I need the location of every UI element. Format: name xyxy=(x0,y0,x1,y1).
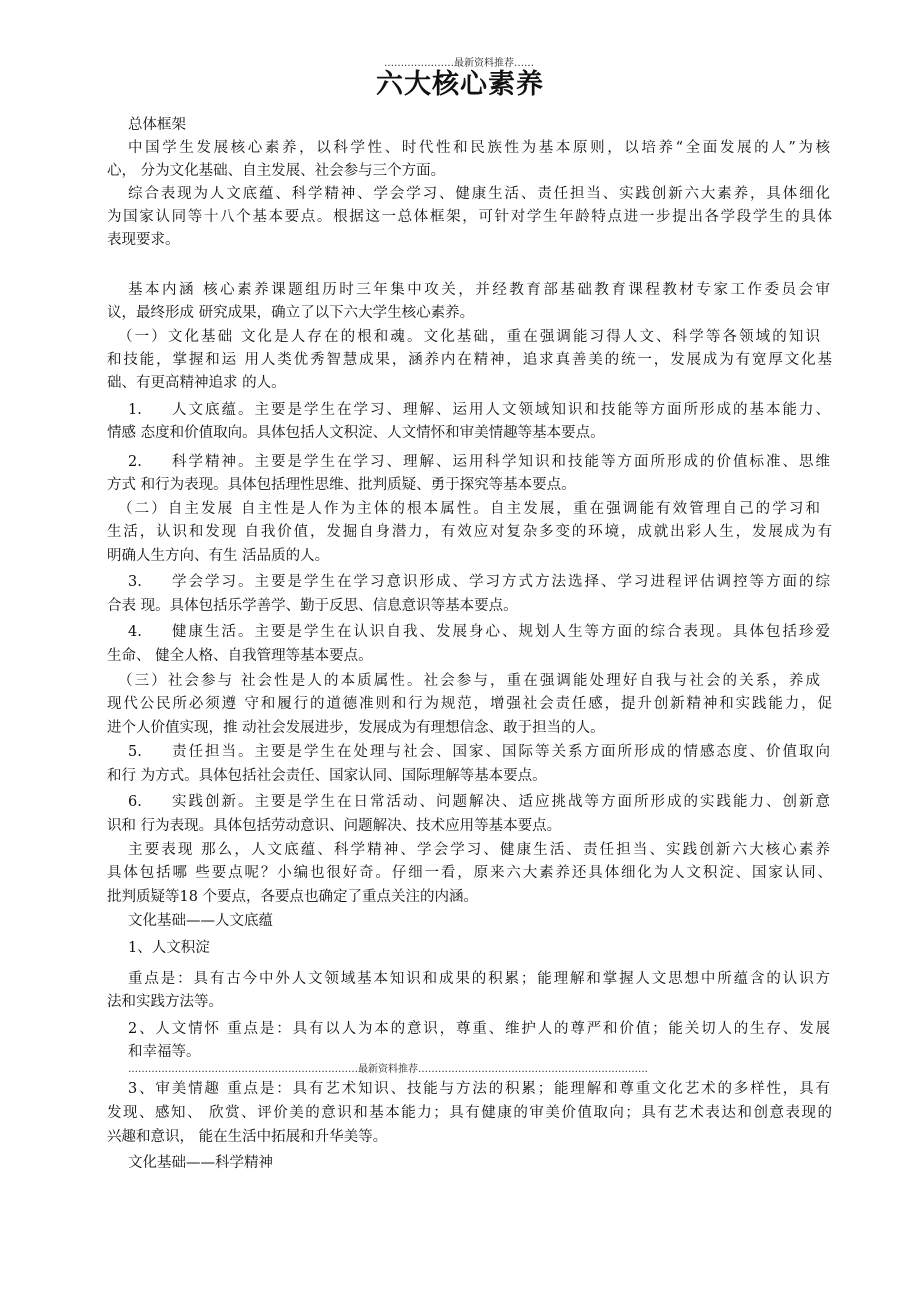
page-title: 六大核心素养 xyxy=(376,69,544,100)
text-line: 重点是：具有古今中外人文领域基本知识和成果的积累；能理解和掌握人文思想中所蕴含的认识方 xyxy=(128,971,830,987)
text-line: 心， 分为文化基础、自主发展、社会参与三个方面。 xyxy=(107,163,446,179)
text-line: 现代公民所必须遵 守和履行的道德准则和行为规范，增强社会责任感，提升创新精神和实践能力，促 xyxy=(107,696,832,712)
text-line: 基本内涵 核心素养课题组历时三年集中攻关，并经教育部基础教育课程教材专家工作委员会审 xyxy=(128,282,830,298)
text-line: 兴趣和意识， 能在生活中拓展和升华美等。 xyxy=(107,1129,388,1145)
text-line: 批判质疑等18 个要点，各要点也确定了重点关注的内涵。 xyxy=(107,889,479,905)
text-line: 2. 科学精神。主要是学生在学习、理解、运用科学知识和技能等方面所形成的价值标准、思维 xyxy=(128,454,830,470)
text-line: 2、人文情怀 重点是：具有以人为本的意识，尊重、维护人的尊严和价值；能关切人的生存、发展 xyxy=(128,1021,830,1037)
text-line: 情感 态度和价值取向。具体包括人文积淀、人文情怀和审美情趣等基本要点。 xyxy=(107,425,605,441)
text-line: 合表 现。具体包括乐学善学、勤于反思、信息意识等基本要点。 xyxy=(107,598,518,614)
text-line: 方式 和行为表现。具体包括理性思维、批判质疑、勇于探究等基本要点。 xyxy=(107,477,576,493)
list-number: 5. xyxy=(128,744,142,760)
text-line: 文化基础——科学精神 xyxy=(128,1155,273,1171)
list-number: 4. xyxy=(128,624,142,640)
text-line: 中国学生发展核心素养，以科学性、时代性和民族性为基本原则，以培养“全面发展的人”为核 xyxy=(128,140,830,156)
text-line: 发现、感知、 欣赏、评价美的意识和基本能力；具有健康的审美价值取向；具有艺术表达和创意表现的 xyxy=(107,1105,832,1121)
text-line: 主要表现 那么，人文底蕴、科学精神、学会学习、健康生活、责任担当、实践创新六大核心素养 xyxy=(128,842,830,858)
text-line: 4. 健康生活。主要是学生在认识自我、发展身心、规划人生等方面的综合表现。具体包括珍爱 xyxy=(128,624,830,640)
text-line: 表现要求。 xyxy=(107,232,180,248)
text-line: 3. 学会学习。主要是学生在学习意识形成、学习方式方法选择、学习进程评估调控等方面的综 xyxy=(128,574,830,590)
list-number: 6. xyxy=(128,794,142,810)
text-line: 进个人价值实现，推 动社会发展进步，发展成为有理想信念、敢于担当的人。 xyxy=(107,720,605,736)
text-line: 明确人生方向、有生 活品质的人。 xyxy=(107,548,330,564)
list-number: 1. xyxy=(128,402,142,418)
text-line: （三）社会参与 社会性是人的本质属性。社会参与，重在强调能处理好自我与社会的关系，养成 xyxy=(118,673,820,689)
text-line: 1. 人文底蕴。主要是学生在学习、理解、运用人文领域知识和技能等方面所形成的基本能力、 xyxy=(128,402,830,418)
text-line: 础、有更高精神追求 的人。 xyxy=(107,375,286,391)
text-line: 文化基础——人文底蕴 xyxy=(128,913,273,929)
footer-marker: ……………………………………………………………最新资料推荐…………………………………………………………… xyxy=(128,1064,648,1075)
text-line: （二）自主发展 自主性是人作为主体的根本属性。自主发展，重在强调能有效管理自己的学习和 xyxy=(118,501,820,517)
text-line: 3、审美情趣 重点是：具有艺术知识、技能与方法的积累；能理解和尊重文化艺术的多样性，具有 xyxy=(128,1081,830,1097)
header-marker: …………………最新资料推荐…… xyxy=(384,58,534,69)
text-line: 为国家认同等十八个基本要点。根据这一总体框架，可针对学生年龄特点进一步提出各学段学生的具体 xyxy=(107,209,832,225)
text-line: 生活，认识和发现 自我价值，发掘自身潜力，有效应对复杂多变的环境，成就出彩人生，发展成为有 xyxy=(107,524,832,540)
text-line: 法和实践方法等。 xyxy=(107,994,223,1010)
text-line: （一）文化基础 文化是人存在的根和魂。文化基础，重在强调能习得人文、科学等各领域的知识 xyxy=(118,329,820,345)
text-line: 生命、 健全人格、自我管理等基本要点。 xyxy=(107,648,373,664)
text-line: 具体包括哪 些要点呢？小编也很好奇。仔细一看，原来六大素养还具体细化为人文积淀、国家认同、 xyxy=(107,865,832,881)
text-line: 5. 责任担当。主要是学生在处理与社会、国家、国际等关系方面所形成的情感态度、价值取向 xyxy=(128,744,830,760)
text-line: 6. 实践创新。主要是学生在日常活动、问题解决、适应挑战等方面所形成的实践能力、创新意 xyxy=(128,794,830,810)
list-number: 3. xyxy=(128,574,142,590)
text-line: 总体框架 xyxy=(128,117,186,133)
text-line: 议，最终形成 研究成果，确立了以下六大学生核心素养。 xyxy=(107,305,475,321)
text-line: 综合表现为人文底蕴、科学精神、学会学习、健康生活、责任担当、实践创新六大素养，具体细化 xyxy=(128,186,830,202)
text-line: 和行 为方式。具体包括社会责任、国家认同、国际理解等基本要点。 xyxy=(107,768,547,784)
text-line: 识和 行为表现。具体包括劳动意识、问题解决、技术应用等基本要点。 xyxy=(107,818,562,834)
text-line: 1、人文积淀 xyxy=(128,940,210,956)
text-line: 和幸福等。 xyxy=(128,1044,201,1060)
list-number: 2. xyxy=(128,454,142,470)
text-line: 和技能，掌握和运 用人类优秀智慧成果，涵养内在精神，追求真善美的统一，发展成为有宽厚文化基 xyxy=(107,352,832,368)
